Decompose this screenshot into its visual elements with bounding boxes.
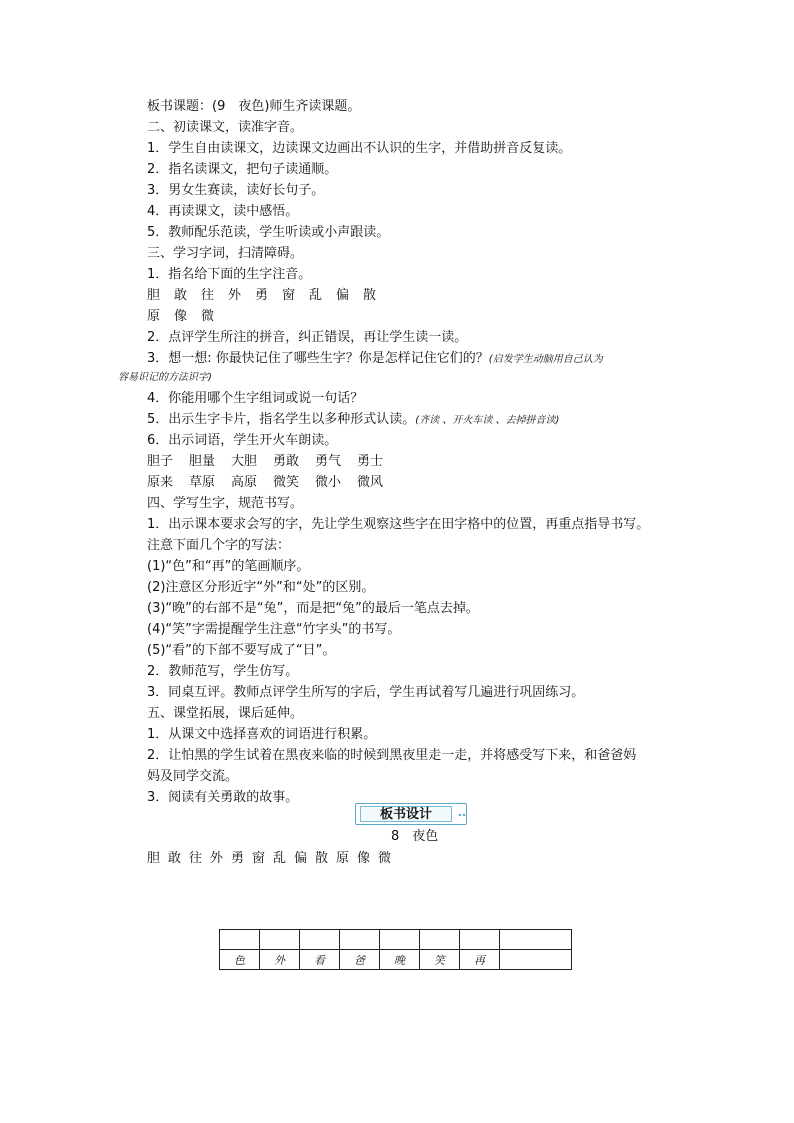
step-line [147,411,559,430]
words-row-2 [147,474,399,492]
note-item: (4)“笑”字需提醒学生注意“竹字头”的书写。 [147,622,401,637]
grid-row-blank [220,930,572,950]
step-line: 4．再读课文，读中感悟。 [147,204,299,219]
word: 微小 [315,475,342,490]
step-text: 3．想一想: 你最快记住了哪些生字？你是怎样记住它们的？ [147,351,489,366]
step-line: 3．男女生赛读，读好长句子。 [147,183,325,198]
word: 胆量 [189,454,216,469]
word: 大胆 [231,454,258,469]
grid-cell [500,930,572,950]
step-line: 注意下面几个字的写法： [147,538,291,553]
lesson-title-line: 板书课题：(9 夜色)师生齐读课题。 [147,99,361,114]
step-note: (齐读 、开火车读 、去掉拼音读) [415,415,560,426]
note-item: (5)“看”的下部不要写成了“日”。 [147,643,336,658]
board-design-banner [355,803,467,825]
note-item: (1)“色”和“再”的笔画顺序。 [147,559,310,574]
grid-cell [380,930,420,950]
step-line: 2．教师范写，学生仿写。 [147,664,299,679]
word: 微笑 [273,475,300,490]
step-line: 5．教师配乐范读，学生听读或小声跟读。 [147,225,390,240]
step-line: 1．指名给下面的生字注音。 [147,267,312,282]
grid-cell [220,930,260,950]
character: 外 [228,288,242,303]
grid-cell [420,930,460,950]
section-heading-3: 三、学习字词，扫清障碍。 [147,246,304,261]
note-item: (3)“晚”的右部不是“兔”，而是把“兔”的最后一笔点去掉。 [147,601,479,616]
grid-cell [340,930,380,950]
character: 原 [147,309,161,324]
grid-cell [500,950,572,970]
board-characters [147,850,399,868]
grid-cell: 色 [220,950,260,970]
character: 敢 [168,851,182,866]
grid-cell: 再 [460,950,500,970]
word: 高原 [231,475,258,490]
words-row-1 [147,453,399,471]
character: 像 [174,309,188,324]
character: 勇 [231,851,245,866]
character: 乱 [309,288,323,303]
character: 乱 [273,851,287,866]
section-heading-2: 二、初读课文，读准字音。 [147,120,304,135]
grid-cell: 看 [300,950,340,970]
board-lesson-title: 8 夜色 [391,829,439,844]
character: 胆 [147,288,161,303]
character: 勇 [255,288,269,303]
character: 微 [378,851,392,866]
grid-cell [300,930,340,950]
step-text: 5．出示生字卡片，指名学生以多种形式认读。 [147,412,416,427]
step-line: 3．同桌互评。教师点评学生所写的字后，学生再试着写几遍进行巩固练习。 [147,685,585,700]
character: 散 [363,288,377,303]
step-note: (启发学生动脑用自己认为 [488,354,603,365]
word: 微风 [357,475,384,490]
board-design-label: 板书设计 [360,806,452,822]
note-item: (2)注意区分形近字“外”和“处”的区别。 [147,580,375,595]
character: 外 [210,851,224,866]
grid-cell: 爸 [340,950,380,970]
step-line: 6．出示词语，学生开火车朗读。 [147,433,338,448]
character: 偏 [294,851,308,866]
grid-cell: 笑 [420,950,460,970]
step-line-continued: 妈及同学交流。 [147,769,239,784]
decorative-dots-icon [458,810,468,820]
character: 往 [189,851,203,866]
step-line: 4．你能用哪个生字组词或说一句话？ [147,391,364,406]
writing-grid [219,929,572,970]
character: 微 [201,309,215,324]
character: 像 [357,851,371,866]
step-line: 2．指名读课文，把句子读通顺。 [147,162,338,177]
character: 往 [201,288,215,303]
word: 草原 [189,475,216,490]
word: 胆子 [147,454,174,469]
new-characters-row-2 [147,308,228,326]
step-note-continued: 容易识记的方法识字) [118,372,212,383]
character: 敢 [174,288,188,303]
word: 原来 [147,475,174,490]
section-heading-5: 五、课堂拓展，课后延伸。 [147,706,304,721]
character: 窗 [282,288,296,303]
word: 勇气 [315,454,342,469]
step-line: 2．让怕黑的学生试着在黑夜来临的时候到黑夜里走一走，并将感受写下来，和爸爸妈 [147,748,637,763]
section-heading-4: 四、学写生字，规范书写。 [147,496,304,511]
grid-cell: 外 [260,950,300,970]
character: 胆 [147,851,161,866]
character: 窗 [252,851,266,866]
new-characters-row-1 [147,287,390,305]
grid-cell: 晚 [380,950,420,970]
character: 散 [315,851,329,866]
grid-cell [460,930,500,950]
word: 勇敢 [273,454,300,469]
step-line: 1．学生自由读课文，边读课文边画出不认识的生字，并借助拼音反复读。 [147,141,572,156]
step-line [147,350,603,369]
step-line: 1．从课文中选择喜欢的词语进行积累。 [147,727,377,742]
grid-row-characters [220,950,572,970]
step-line: 3．阅读有关勇敢的故事。 [147,790,299,805]
character: 原 [336,851,350,866]
step-line: 1．出示课本要求会写的字，先让学生观察这些字在田字格中的位置，再重点指导书写。 [147,517,650,532]
grid-cell [260,930,300,950]
word: 勇士 [357,454,384,469]
character: 偏 [336,288,350,303]
step-line: 2．点评学生所注的拼音，纠正错误，再让学生读一读。 [147,330,468,345]
